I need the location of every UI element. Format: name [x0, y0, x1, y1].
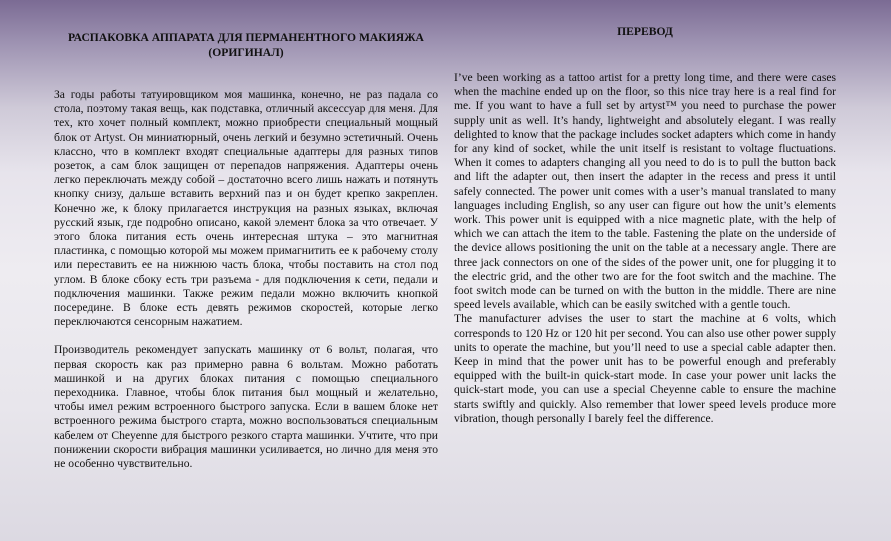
translation-paragraph-2: The manufacturer advises the user to start the machine at 6 volts, which corresponds to 120 Hz or 120 hit per second. You can also use other power supply units to operate the machine, but you’ll need to use a special cable adapter then. Keep in mind that the power unit has to be powerful enough and preferably equipped with the built-in quick-start mode. In case your power unit lacks the quick-start mode, you can use a special Cheyenne cable to ensure the machine starts swiftly and quickly. Also remember that lower speed levels produce more vibration, though personally I barely feel the difference. — [454, 312, 836, 425]
translation-paragraph-1: I’ve been working as a tattoo artist for a pretty long time, and there were cases when the machine ended up on the floor, so this nice tray here is a real find for me. If you want to have a full set by artyst™ you need to purchase the power supply unit as well. It’s handy, lightweight and absolutely elegant. I was really delighted to know that the package includes socket adapters which come in handy for any kind of socket, while the unit itself is resistant to voltage fluctuations. When it comes to adapters changing all you need to do is to pull the button back and lift the adapter out, then insert the adapter in the recess and press it until safely connected. The power unit comes with a user’s manual translated to many languages including English, so any user can figure out how the unit’s elements work. This power unit is equipped with a nice magnetic plate, with the help of which we can attach the item to the table. Fastening the plate on the underside of the device allows positioning the unit on the table at a necessary angle. There are three jack connectors on one of the sides of the power unit, one for plugging it to the electric grid, and the other two are for the foot switch and the machine. The foot switch mode can be turned on with the button in the middle. There are nine speed levels available, which can be easily switched with a gentle touch. — [454, 71, 836, 312]
original-paragraph-2: Производитель рекомендует запускать машинку от 6 вольт, полагая, что первая скорость как раз примерно равна 6 вольтам. Можно работать машинкой и на других блоках питания с помощью специального переходника. Главное, чтобы блок питания был мощный и желательно, чтобы имел режим встроенного быстрого запуска. Если в вашем блоке нет встроенного режима быстрого старта, можно воспользоваться специальным кабелем от Cheyenne для быстрого резкого старта машинки. Учтите, что при понижении скорости вибрация машинки усиливается, но лично для меня это не особенно чувствительно. — [54, 343, 438, 471]
original-paragraph-1: За годы работы татуировщиком моя машинка, конечно, не раз падала со стола, поэтому такая вещь, как подставка, отличный аксессуар для меня. Для тех, кто хочет полный комплект, можно приобрести специальный мощный блок от Artyst. Он миниатюрный, очень легкий и безумно эстетичный. Очень классно, что в комплект входят специальные адаптеры для разных типов розеток, а сам блок защищен от перепадов напряжения. Адаптеры очень легко переключать между собой – достаточно всего лишь нажать и потянуть кнопку снизу, дальше вставить верхний паз и он будет крепко закреплен. Конечно же, к блоку прилагается инструкция на разных языках, включая русский язык, где подробно описано, какой элемент блока за что отвечает. У этого блока питания есть очень интересная штука – это магнитная пластинка, с помощью которой мы можем примагнитить ее к рабочему столу или переставить ее на нижнюю часть блока, чтобы поставить на стол под углом. В блоке сбоку есть три разъема - для подключения к сети, педали и подключения машинки. Также режим педали можно включить кнопкой посередине. В блоке есть девять режимов скоростей, которые легко переключаются сенсорным нажатием. — [54, 88, 438, 329]
translation-column — [454, 0, 836, 426]
original-column — [54, 0, 438, 471]
translation-title: ПЕРЕВОД — [617, 25, 673, 38]
original-title: РАСПАКОВКА АППАРАТА ДЛЯ ПЕРМАНЕНТНОГО МАКИЯЖА (ОРИГИНАЛ) — [68, 31, 424, 59]
